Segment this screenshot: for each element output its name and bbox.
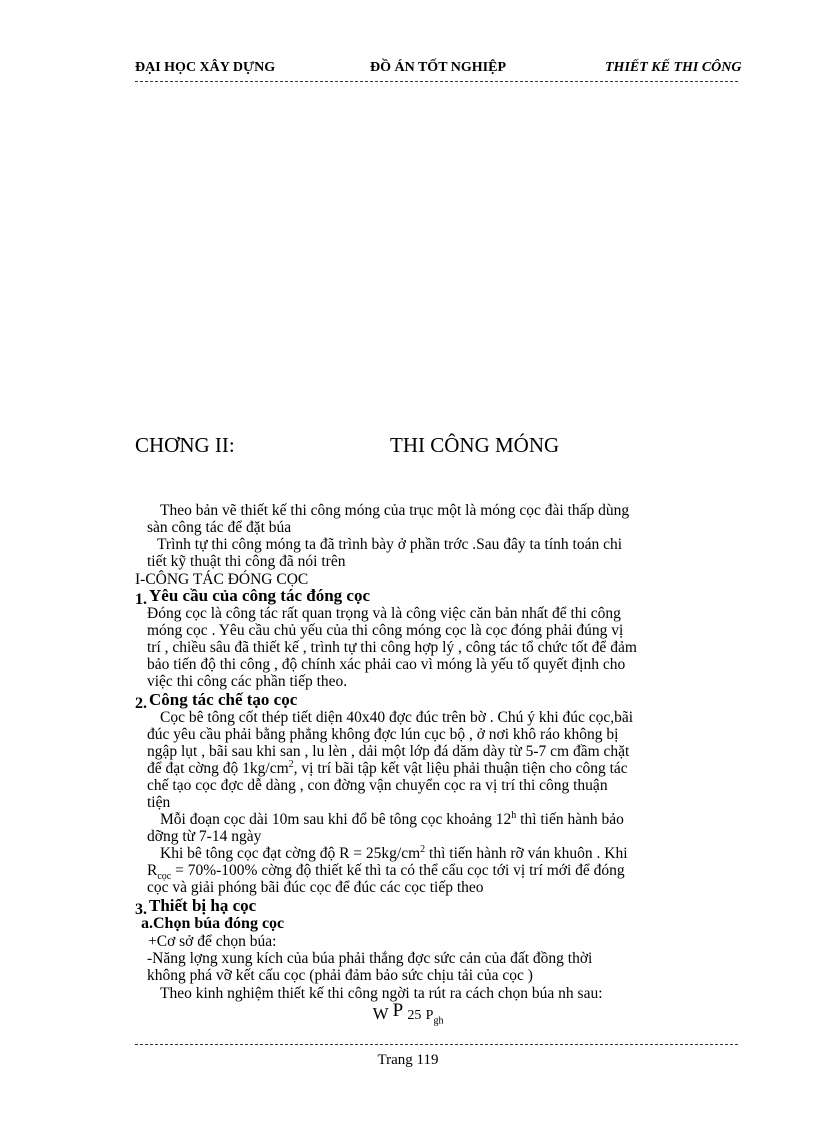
header-left: ĐẠI HỌC XÂY DỰNG — [135, 60, 276, 75]
section-2-line — [160, 845, 628, 863]
section-2-line: cọc và giải phóng bãi đúc cọc để đúc các cọc tiếp theo — [147, 879, 484, 896]
section-1-line: Đóng cọc là công tác rất quan trọng và là công việc căn bản nhất để thi công — [147, 605, 621, 622]
text-run: Mỗi đoạn cọc dài 10m sau khi đổ bê tông cọc khoảng 12 — [160, 811, 512, 828]
section-2-line: ngập lụt , bãi sau khi san , lu lèn , dải một lớp đá dăm dày từ 5-7 cm đầm chặt — [147, 743, 630, 760]
chapter-title: THI CÔNG MÓNG — [390, 433, 560, 457]
section-1-line: trí , chiều sâu đã thiết kế , trình tự thi công hợp lý , công tác tổ chức tốt để đảm — [147, 639, 637, 656]
superscript: h — [511, 809, 517, 821]
header-rule — [135, 81, 738, 82]
section-3-line: +Cơ sở để chọn búa: — [148, 933, 277, 950]
section-2-line — [147, 760, 628, 778]
intro-line: sàn công tác để đặt búa — [147, 519, 292, 536]
text-run: thì tiến hành rỡ ván khuôn . Khi — [425, 845, 628, 862]
intro-line: Trình tự thi công móng ta đã trình bày ở phần trớc .Sau đây ta tính toán chi — [157, 536, 623, 553]
section-title: Thiết bị hạ cọc — [149, 896, 257, 915]
part-title: I-CÔNG TÁC ĐÓNG CỌC — [135, 571, 309, 588]
text-run: = 70%-100% cờng độ thiết kế thì ta có thể cẩu cọc tới vị trí mới để đóng — [171, 862, 625, 879]
section-2-line: chế tạo cọc đợc dễ dàng , con đờng vận chuyển cọc ra vị trí thi công thuận — [147, 777, 608, 794]
section-3-line: không phá vỡ kết cấu cọc (phải đảm bảo sức chịu tải của cọc ) — [147, 967, 533, 984]
section-2-line: tiện — [147, 794, 171, 811]
formula-w: W — [372, 1004, 389, 1023]
intro-line: tiết kỹ thuật thi công đã nói trên — [147, 553, 346, 570]
section-title: Công tác chế tạo cọc — [149, 690, 298, 709]
section-1-line: bảo tiến độ thi công , độ chính xác phải cao vì móng là yếu tố quyết định cho — [147, 656, 626, 673]
formula-p: P — [392, 1000, 404, 1021]
section-2-line: Cọc bê tông cốt thép tiết diện 40x40 đợc đúc trên bờ . Chú ý khi đúc cọc,bãi — [160, 709, 634, 726]
text-run: , vị trí bãi tập kết vật liệu phải thuận tiện cho công tác — [293, 760, 628, 777]
section-2-line — [160, 811, 624, 829]
text-run: R — [147, 862, 158, 879]
superscript: 2 — [288, 758, 294, 770]
section-1-line: móng cọc . Yêu cầu chủ yếu của thi công móng cọc là cọc đóng phải đúng vị — [147, 622, 624, 639]
text-run: để đạt cờng độ 1kg/cm — [147, 760, 289, 777]
section-1-line: việc thi công các phần tiếp theo. — [147, 673, 348, 690]
formula-coefficient: 25 — [407, 1008, 422, 1023]
section-2-line: dỡng từ 7-14 ngày — [147, 828, 262, 845]
intro-line: Theo bản vẽ thiết kế thi công móng của trục một là móng cọc đài thấp dùng — [160, 502, 630, 519]
subsection-a-heading: a.Chọn búa đóng cọc — [141, 915, 285, 932]
section-3-line: -Năng lợng xung kích của búa phải thắng đợc sức cản của đất đồng thời — [147, 950, 593, 967]
footer-rule — [135, 1044, 738, 1045]
header-center: ĐỒ ÁN TỐT NGHIỆP — [370, 60, 507, 75]
section-number: 2. — [135, 695, 147, 712]
formula — [0, 1000, 816, 1027]
text-run: thì tiến hành bảo — [516, 811, 624, 828]
section-3-line: Theo kinh nghiệm thiết kế thi công ngời ta rút ra cách chọn búa nh sau: — [160, 985, 603, 1002]
formula-pgh: P — [425, 1008, 434, 1023]
section-2-line — [147, 862, 625, 883]
section-2-line: đúc yêu cầu phải bằng phẳng không đợc lún cục bộ , ở nơi khô ráo không bị — [147, 726, 619, 743]
subscript: cọc — [157, 871, 172, 883]
page-number: Trang 119 — [377, 1052, 439, 1068]
header-right: THIẾT KẾ THI CÔNG — [605, 60, 742, 75]
section-number: 1. — [135, 591, 147, 608]
section-1-heading — [135, 586, 370, 606]
section-number: 3. — [135, 901, 147, 918]
section-2-heading — [135, 690, 297, 710]
formula-subscript: gh — [433, 1015, 444, 1027]
chapter-number: CHƠNG II: — [135, 433, 235, 457]
section-3-heading — [135, 896, 256, 916]
text-run: Khi bê tông cọc đạt cờng độ R = 25kg/cm — [160, 845, 421, 862]
superscript: 2 — [420, 843, 426, 855]
section-title: Yêu cầu của công tác đóng cọc — [149, 586, 370, 605]
